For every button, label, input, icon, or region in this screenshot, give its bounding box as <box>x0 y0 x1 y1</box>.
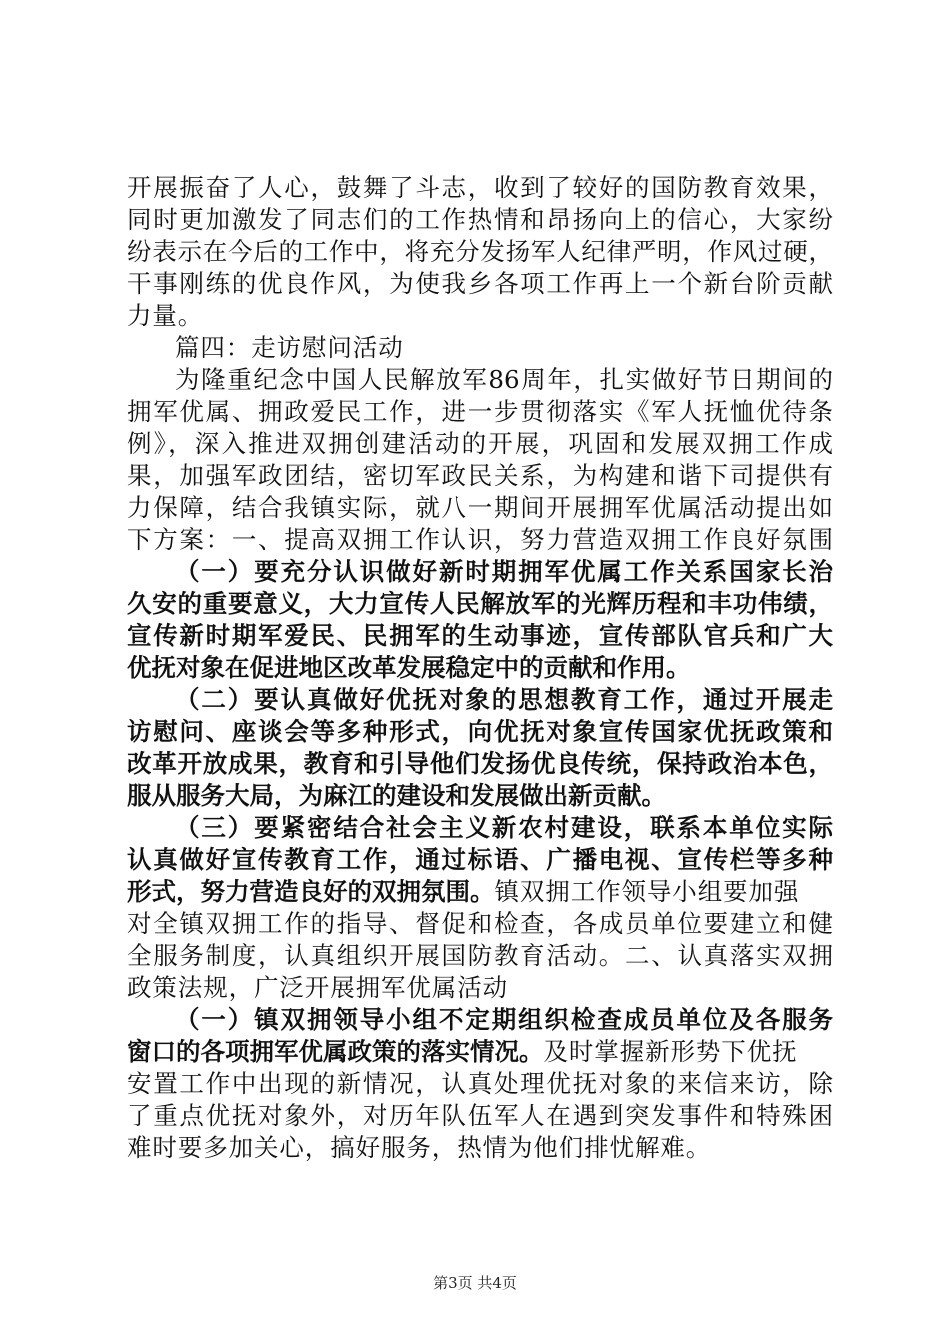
text-line-mixed <box>127 876 833 908</box>
text-line: 拥军优属、拥政爱民工作，进一步贯彻落实《军人抚恤优待条 <box>127 397 833 426</box>
text-line: 例》，深入推进双拥创建活动的开展，巩固和发展双拥工作成 <box>127 429 833 458</box>
section-heading: 篇四：走访慰问活动 <box>175 333 404 362</box>
page-footer: 第3页 共4页 <box>433 1274 517 1292</box>
text-line-bold: 服从服务大局，为麻江的建设和发展做出新贡献。 <box>127 781 666 810</box>
text-line-bold: 宣传新时期军爱民、民拥军的生动事迹，宣传部队官兵和广大 <box>127 621 833 650</box>
text-line: 同时更加激发了同志们的工作热情和昂扬向上的信心，大家纷 <box>127 205 833 234</box>
text-line-mixed <box>127 1036 833 1068</box>
text-line-bold: 改革开放成果，教育和引导他们发扬优良传统，保持政治本色， <box>127 749 833 778</box>
text-line: 开展振奋了人心，鼓舞了斗志，收到了较好的国防教育效果， <box>127 173 833 202</box>
text-line-bold: 优抚对象在促进地区改革发展稳定中的贡献和作用。 <box>127 653 691 682</box>
text-line-bold: （一）要充分认识做好新时期拥军优属工作关系国家长治 <box>175 557 833 586</box>
text-line: 为隆重纪念中国人民解放军86周年，扎实做好节日期间的 <box>175 365 833 394</box>
text-line: 果，加强军政团结，密切军政民关系，为构建和谐下司提供有 <box>127 461 833 490</box>
text-line-bold: （三）要紧密结合社会主义新农村建设，联系本单位实际 <box>175 813 833 842</box>
text-line-bold: 久安的重要意义，大力宣传人民解放军的光辉历程和丰功伟绩， <box>127 589 833 618</box>
text-line-bold: 访慰问、座谈会等多种形式，向优抚对象宣传国家优抚政策和 <box>127 717 833 746</box>
document-body <box>127 172 833 1164</box>
text-line-bold: （二）要认真做好优抚对象的思想教育工作，通过开展走 <box>175 685 833 714</box>
text-line: 干事刚练的优良作风，为使我乡各项工作再上一个新台阶贡献 <box>127 269 833 298</box>
text-segment-bold: 形式，努力营造良好的双拥氛围。 <box>127 877 495 906</box>
text-line: 力保障，结合我镇实际，就八一期间开展拥军优属活动提出如 <box>127 493 833 522</box>
text-segment: 及时掌握新形势下优抚 <box>543 1037 798 1066</box>
text-segment-bold: 窗口的各项拥军优属政策的落实情况。 <box>127 1037 544 1066</box>
text-line: 下方案：一、提高双拥工作认识，努力营造双拥工作良好氛围 <box>127 525 833 554</box>
text-line: 难时要多加关心，搞好服务，热情为他们排忧解难。 <box>127 1133 712 1162</box>
text-line: 政策法规，广泛开展拥军优属活动 <box>127 973 508 1002</box>
text-line: 全服务制度，认真组织开展国防教育活动。二、认真落实双拥 <box>127 941 833 970</box>
text-line: 对全镇双拥工作的指导、督促和检查，各成员单位要建立和健 <box>127 909 833 938</box>
text-line-bold: 认真做好宣传教育工作，通过标语、广播电视、宣传栏等多种 <box>127 845 833 874</box>
text-line: 力量。 <box>127 301 204 330</box>
text-segment: 镇双拥工作领导小组要加强 <box>494 877 800 906</box>
text-line-bold: （一）镇双拥领导小组不定期组织检查成员单位及各服务 <box>175 1005 833 1034</box>
text-line: 纷表示在今后的工作中，将充分发扬军人纪律严明，作风过硬， <box>127 237 833 266</box>
text-line: 了重点优抚对象外，对历年队伍军人在遇到突发事件和特殊困 <box>127 1101 833 1130</box>
text-line: 安置工作中出现的新情况，认真处理优抚对象的来信来访，除 <box>127 1069 833 1098</box>
